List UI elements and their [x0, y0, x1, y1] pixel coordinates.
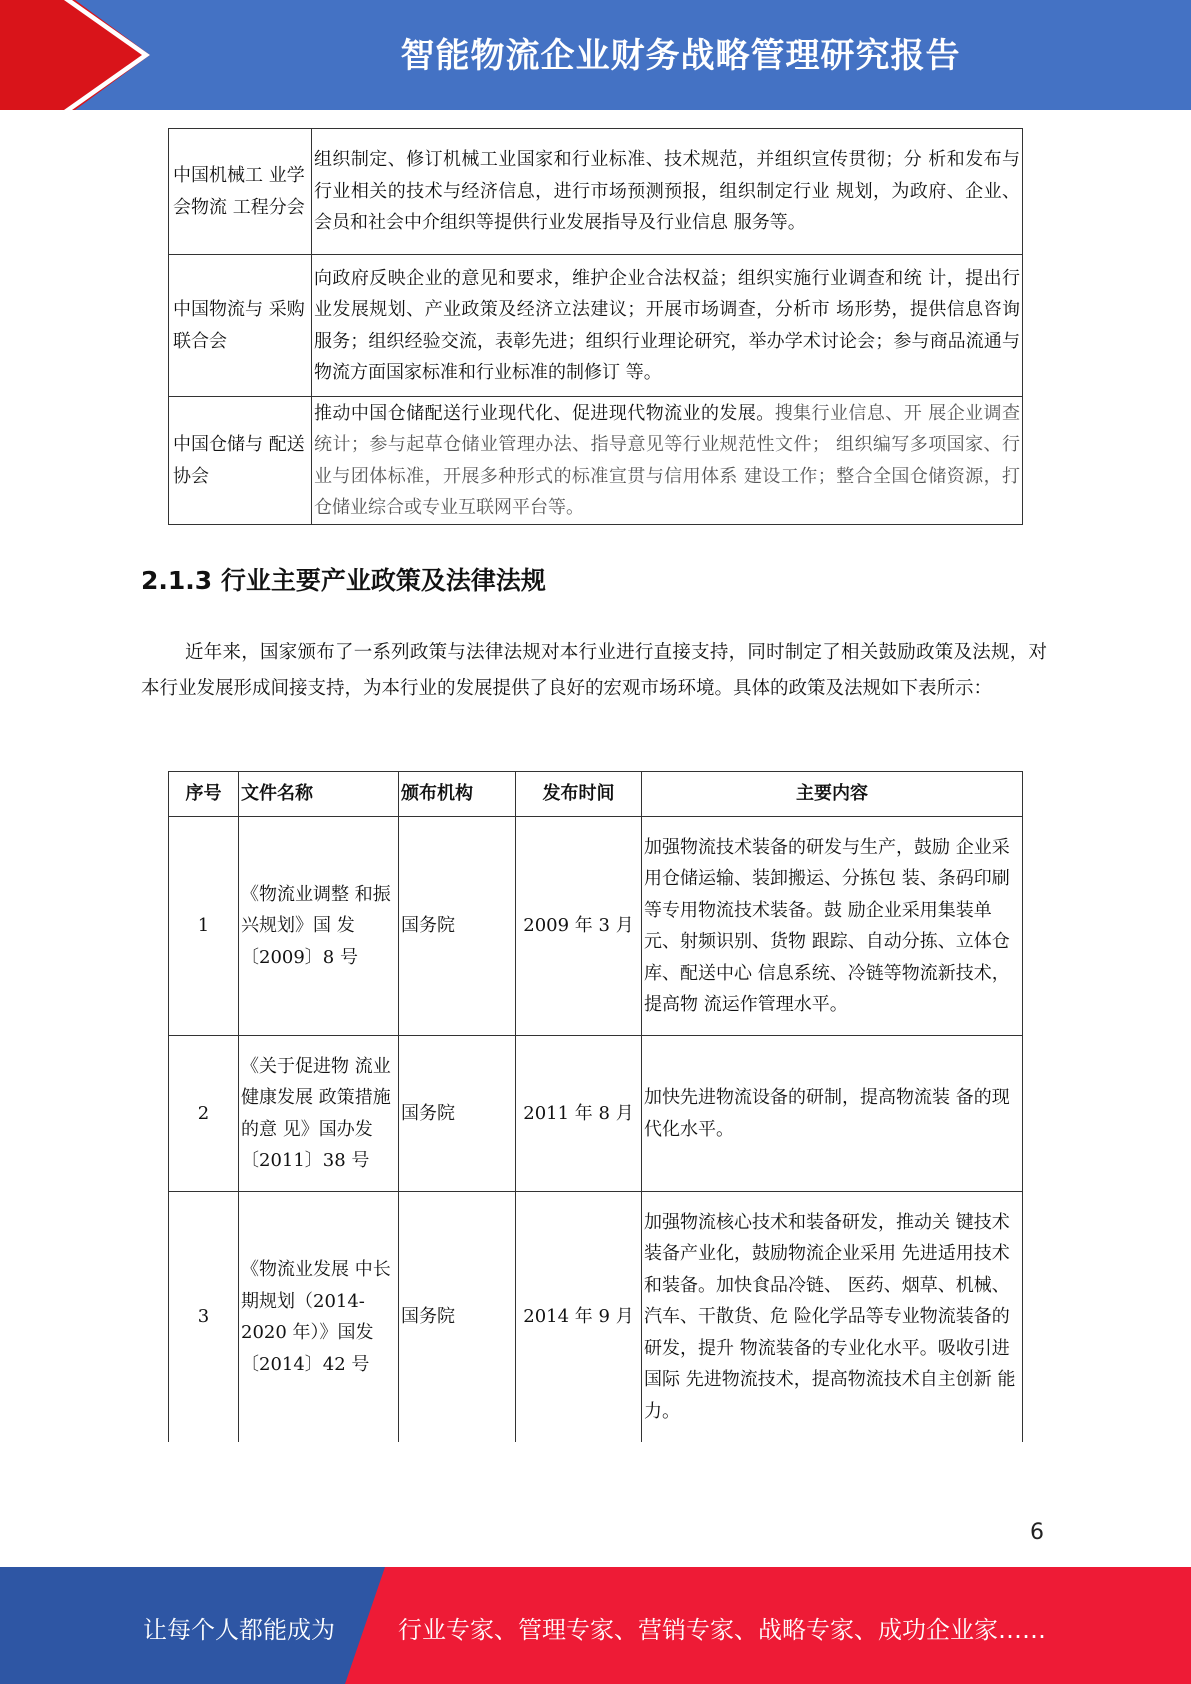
column-header: 文件名称: [239, 772, 399, 817]
org-description: [312, 397, 1023, 525]
document-name: [239, 1036, 399, 1192]
org-description-part: 搜集行业信息、开 展企业调查统计；参与起草仓储业管理办法、指导意见等行业规范性文件； 组织编写多项国家、行业与团体标准，开展多种形式的标准宣贯与信用体系 建设工作；整合全国仓储资源，打仓储业综合或专业互联网平台等。: [314, 402, 1020, 518]
main-content: 加快先进物流设备的研制，提高物流装 备的现代化水平。: [642, 1036, 1023, 1192]
table-header-row: [169, 772, 1023, 817]
row-number: 3: [169, 1192, 239, 1443]
page-footer: [0, 1567, 1191, 1684]
document-name-part: 《关于促进物 流业健康发展 政策措施的意 见》国办发: [241, 1055, 391, 1140]
section-paragraph: 近年来，国家颁布了一系列政策与法律法规对本行业进行直接支持，同时制定了相关鼓励政策及法规，对本行业发展形成间接支持，为本行业的发展提供了良好的宏观市场环境。具体的政策及法规如下表所示：: [141, 642, 1047, 699]
table-row: [169, 129, 1023, 255]
document-name-part: 〔2014〕42 号: [241, 1353, 370, 1375]
column-header: 颁布机构: [399, 772, 516, 817]
policy-table: [168, 771, 1023, 1442]
release-date: 2014 年 9 月: [516, 1192, 642, 1443]
document-name: 《物流业调整 和振兴规划》国 发〔2009〕8 号: [239, 817, 399, 1036]
column-header: 发布时间: [516, 772, 642, 817]
header-red-arrow: [0, 0, 150, 110]
row-number: 2: [169, 1036, 239, 1192]
issuing-agency: 国务院: [399, 817, 516, 1036]
section-heading: 2.1.3 行业主要产业政策及法律法规: [141, 566, 546, 595]
org-name: 中国物流与 采购联合会: [169, 255, 312, 397]
issuing-agency: 国务院: [399, 1192, 516, 1443]
release-date: 2011 年 8 月: [516, 1036, 642, 1192]
row-number: 1: [169, 817, 239, 1036]
page-number: 6: [1030, 1520, 1044, 1545]
page-header: [0, 0, 1191, 110]
column-header: 序号: [169, 772, 239, 817]
table-row: [169, 1192, 1023, 1443]
footer-slogan-left: 让每个人都能成为: [143, 1616, 335, 1644]
org-name: 中国机械工 业学会物流 工程分会: [169, 129, 312, 255]
table-row: [169, 397, 1023, 525]
table-row: [169, 817, 1023, 1036]
report-title: 智能物流企业财务战略管理研究报告: [400, 36, 961, 76]
table-row: [169, 1036, 1023, 1192]
org-description: 向政府反映企业的意见和要求，维护企业合法权益；组织实施行业调查和统 计，提出行业发展规划、产业政策及经济立法建议；开展市场调查，分析市 场形势，提供信息咨询服务；组织经验交流，表彰先进；组织行业理论研究，举办学术讨论会；参与商品流通与物流方面国家标准和行业标准的制修订 等。: [312, 255, 1023, 397]
main-content: 加强物流技术装备的研发与生产，鼓励 企业采用仓储运输、装卸搬运、分拣包 装、条码印刷等专用物流技术装备。鼓 励企业采用集装单元、射频识别、货物 跟踪、自动分拣、立体仓库、配送中心 信息系统、冷链等物流新技术，提高物 流运作管理水平。: [642, 817, 1023, 1036]
org-description-part: 推动中国仓储配送行业现代化、促进现代物流业的发展。: [314, 402, 775, 424]
document-name-part: 《物流业发展 中长期规划（2014-2020 年）》国发: [241, 1259, 391, 1343]
org-description: 组织制定、修订机械工业国家和行业标准、技术规范，并组织宣传贯彻；分 析和发布与行业相关的技术与经济信息，进行市场预测预报，组织制定行业 规划，为政府、企业、会员和社会中介组织等提供行业发展指导及行业信息 服务等。: [312, 129, 1023, 255]
document-name-part: 〔2011〕38 号: [241, 1150, 370, 1171]
organization-table: [168, 128, 1023, 525]
release-date: 2009 年 3 月: [516, 817, 642, 1036]
column-header: 主要内容: [642, 772, 1023, 817]
issuing-agency: 国务院: [399, 1036, 516, 1192]
document-name: [239, 1192, 399, 1443]
main-content: 加强物流核心技术和装备研发，推动关 键技术装备产业化，鼓励物流企业采用 先进适用技术和装备。加快食品冷链、 医药、烟草、机械、汽车、干散货、危 险化学品等专业物流装备的研发，提升 物流装备的专业化水平。吸收引进国际 先进物流技术，提高物流技术自主创新 能力。: [642, 1192, 1023, 1443]
org-name: 中国仓储与 配送协会: [169, 397, 312, 525]
table-row: [169, 255, 1023, 397]
footer-slogan-right: 行业专家、管理专家、营销专家、战略专家、成功企业家……: [398, 1616, 1046, 1644]
